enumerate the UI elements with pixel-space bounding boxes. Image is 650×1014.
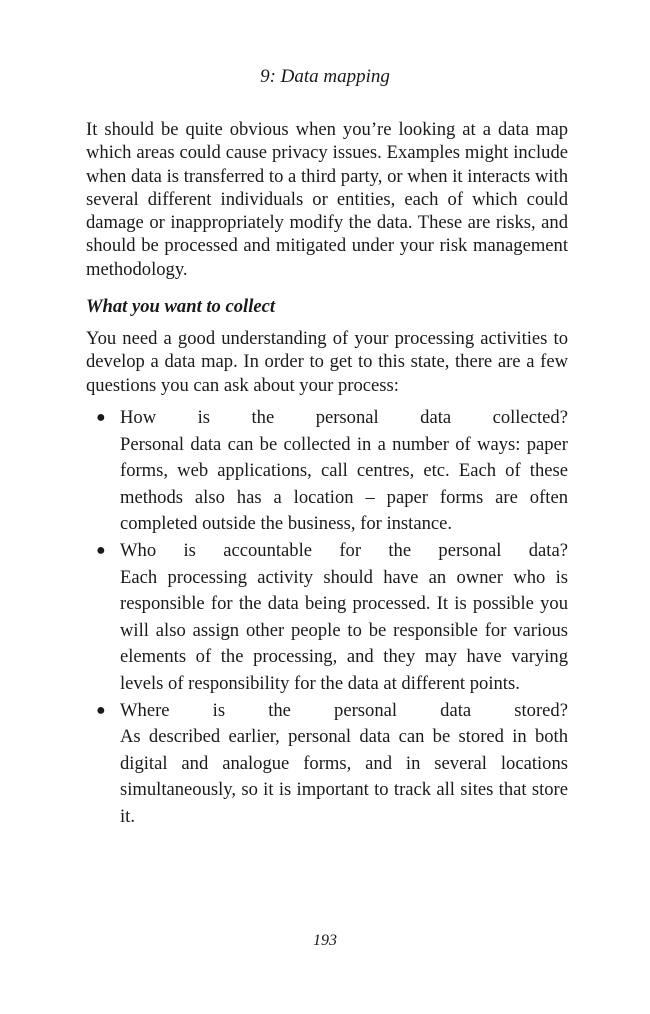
question-word: accountable	[223, 539, 313, 561]
question-word: is	[197, 406, 211, 428]
question-word: data?	[528, 539, 568, 561]
question-item-where	[86, 698, 568, 831]
question-word: Where	[120, 699, 170, 721]
question-heading	[120, 405, 568, 432]
question-item-how	[86, 405, 568, 538]
question-word: personal	[315, 406, 379, 428]
question-word: is	[183, 539, 196, 561]
page-content	[86, 118, 568, 830]
intro-paragraph: It should be quite obvious when you’re looking at a data map which areas could cause privacy issues. Examples might include when data is transferred to a third party, or when it interacts with several different individuals or entities, each of which could damage or inappropriately modify the data. These are risks, and should be processed and mitigated under your risk management methodology.	[86, 119, 568, 280]
question-body: Each processing activity should have an owner who is responsible for the data being processed. It is possible you will also assign other people to be responsible for various elements of the processing, and they may have varying levels of responsibility for the data at different points.	[120, 566, 568, 694]
question-word: the	[268, 699, 291, 721]
question-word: personal	[438, 539, 502, 561]
question-word: Who	[120, 539, 157, 561]
question-word: the	[251, 406, 275, 428]
question-body: Personal data can be collected in a number of ways: paper forms, web applications, call centres, etc. Each of these methods also has a location – paper forms are often completed outside the business, for instance.	[120, 433, 568, 535]
page-number: 193	[313, 932, 337, 949]
question-body: As described earlier, personal data can be stored in both digital and analogue forms, and in several locations simultaneously, so it is important to track all sites that store it.	[120, 726, 568, 827]
question-word: How	[120, 406, 157, 428]
question-word: stored?	[514, 699, 568, 721]
bullet-icon: ●	[96, 541, 106, 559]
question-word: data	[440, 699, 472, 721]
question-word: is	[212, 699, 226, 721]
section-heading: What you want to collect	[86, 296, 276, 318]
question-item-who	[86, 538, 568, 698]
running-header: 9: Data mapping	[260, 66, 390, 87]
question-heading	[120, 698, 568, 725]
bullet-icon: ●	[96, 701, 106, 719]
bullet-icon: ●	[96, 408, 106, 426]
section-paragraph: You need a good understanding of your processing activities to develop a data map. In order to get to this state, there are a few questions you can ask about your process:	[86, 328, 568, 396]
question-word: data	[420, 406, 452, 428]
question-heading	[120, 538, 568, 565]
question-word: the	[388, 539, 412, 561]
question-word: personal	[334, 699, 398, 721]
question-word: for	[339, 539, 362, 561]
question-word: collected?	[492, 406, 568, 428]
question-list	[86, 405, 568, 831]
